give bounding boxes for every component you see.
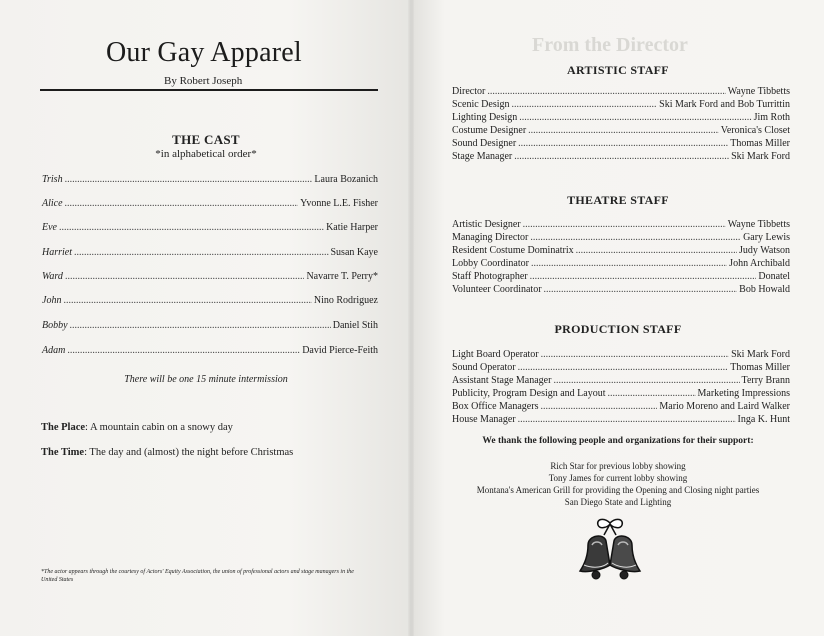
staff-row (452, 258, 790, 269)
staff-name: Ski Mark Ford (731, 349, 790, 360)
thanks-line: Tony James for current lobby showing (548, 473, 688, 483)
cast-actor: Katie Harper (326, 222, 378, 233)
staff-role: Stage Manager (452, 151, 513, 162)
staff-row (452, 219, 790, 230)
thanks-line: Rich Star for previous lobby showing (550, 461, 686, 471)
cast-row (42, 320, 378, 331)
leader-dots (65, 174, 313, 185)
staff-role: Volunteer Coordinator (452, 284, 542, 295)
staff-role: House Manager (452, 414, 516, 425)
place-label: The Place (41, 422, 86, 433)
staff-name: Thomas Miller (730, 362, 790, 373)
page-spine (408, 0, 414, 636)
staff-name: Judy Watson (739, 245, 790, 256)
cast-subheading: *in alphabetical order* (155, 148, 257, 160)
leader-dots (65, 198, 299, 209)
cast-role: Ward (42, 271, 63, 282)
leader-dots (519, 112, 751, 123)
leader-dots (523, 219, 726, 230)
staff-row (452, 138, 790, 149)
staff-row (452, 414, 790, 425)
staff-role: Artistic Designer (452, 219, 521, 230)
staff-role: Director (452, 86, 486, 97)
staff-name: John Archibald (729, 258, 790, 269)
staff-role: Sound Designer (452, 138, 517, 149)
leader-dots (514, 151, 729, 162)
cast-row (42, 174, 378, 185)
leader-dots (512, 99, 658, 110)
staff-name: Terry Brann (741, 375, 790, 386)
cast-row (42, 247, 378, 258)
cast-row (42, 271, 378, 282)
staff-name: Ski Mark Ford and Bob Turrittin (659, 99, 790, 110)
staff-row (452, 99, 790, 110)
staff-role: Resident Costume Dominatrix (452, 245, 574, 256)
staff-row (452, 284, 790, 295)
staff-name: Donatel (758, 271, 790, 282)
leader-dots (518, 414, 736, 425)
staff-row (452, 401, 790, 412)
leader-dots (528, 125, 719, 136)
cast-actor: Navarre T. Perry* (306, 271, 378, 282)
time-label: The Time (41, 447, 85, 458)
cast-actor: Susan Kaye (330, 247, 378, 258)
staff-row (452, 151, 790, 162)
staff-role: Staff Photographer (452, 271, 528, 282)
cast-role: John (42, 295, 62, 306)
staff-name: Inga K. Hunt (737, 414, 790, 425)
leader-dots (518, 362, 729, 373)
staff-role: Costume Designer (452, 125, 527, 136)
staff-name: Gary Lewis (743, 232, 790, 243)
leader-dots (518, 138, 728, 149)
leader-dots (65, 271, 305, 282)
staff-row (452, 232, 790, 243)
staff-name: Mario Moreno and Laird Walker (659, 401, 790, 412)
staff-row (452, 86, 790, 97)
staff-name: Ski Mark Ford (731, 151, 790, 162)
leader-dots (67, 345, 300, 356)
page-title: Our Gay Apparel (106, 37, 302, 68)
artistic-staff-heading: ARTISTIC STAFF (567, 63, 669, 77)
leader-dots (70, 320, 331, 331)
staff-role: Lighting Design (452, 112, 518, 123)
staff-role: Lobby Coordinator (452, 258, 529, 269)
intermission-note: There will be one 15 minute intermission (124, 374, 288, 385)
cast-row (42, 295, 378, 306)
cast-role: Eve (42, 222, 57, 233)
staff-role: Managing Director (452, 232, 529, 243)
leader-dots (553, 375, 739, 386)
staff-row (452, 271, 790, 282)
cast-row (42, 222, 378, 233)
cast-actor: David Pierce-Feith (302, 345, 378, 356)
staff-row (452, 112, 790, 123)
leader-dots (541, 349, 729, 360)
bleed-through-heading: From the Director (532, 34, 688, 56)
staff-name: Bob Howald (739, 284, 790, 295)
place-value: : A mountain cabin on a snowy day (85, 422, 233, 433)
time-value: : The day and (almost) the night before Christmas (84, 447, 294, 458)
cast-heading: THE CAST (172, 132, 240, 147)
staff-name: Marketing Impressions (697, 388, 790, 399)
cast-role: Alice (42, 198, 63, 209)
equity-footnote: *The actor appears through the courtesy of Actors' Equity Association, the union of professional actors and stage managers in the United States (41, 569, 354, 583)
leader-dots (530, 232, 741, 243)
leader-dots (74, 247, 329, 258)
theatre-staff-heading: THEATRE STAFF (567, 193, 669, 207)
cast-role: Harriet (42, 247, 72, 258)
cast-row (42, 345, 378, 356)
time-line (41, 447, 293, 458)
thanks-line: San Diego State and Lighting (564, 497, 672, 507)
cast-actor: Nino Rodriguez (313, 295, 378, 306)
staff-role: Assistant Stage Manager (452, 375, 552, 386)
cast-actor: Daniel Stih (332, 320, 378, 331)
staff-name: Wayne Tibbetts (727, 86, 790, 97)
cast-actor: Laura Bozanich (314, 174, 378, 185)
staff-row (452, 388, 790, 399)
staff-name: Veronica's Closet (720, 125, 790, 136)
leader-dots (608, 388, 696, 399)
leader-dots (487, 86, 725, 97)
staff-row (452, 349, 790, 360)
staff-row (452, 125, 790, 136)
author-byline: By Robert Joseph (164, 75, 243, 87)
christmas-bells-icon (574, 515, 646, 587)
leader-dots (530, 271, 757, 282)
staff-role: Scenic Design (452, 99, 510, 110)
leader-dots (63, 295, 311, 306)
staff-row (452, 245, 790, 256)
cast-role: Trish (42, 174, 63, 185)
title-rule (40, 89, 378, 91)
staff-name: Wayne Tibbetts (727, 219, 790, 230)
cast-role: Bobby (42, 320, 68, 331)
leader-dots (59, 222, 324, 233)
place-line (41, 422, 233, 433)
staff-name: Thomas Miller (730, 138, 790, 149)
staff-role: Publicity, Program Design and Layout (452, 388, 606, 399)
staff-name: Jim Roth (753, 112, 790, 123)
cast-role: Adam (42, 345, 66, 356)
leader-dots (531, 258, 727, 269)
cast-row (42, 198, 378, 209)
staff-role: Light Board Operator (452, 349, 539, 360)
production-staff-heading: PRODUCTION STAFF (554, 322, 682, 336)
staff-role: Sound Operator (452, 362, 516, 373)
leader-dots (576, 245, 737, 256)
cast-actor: Yvonne L.E. Fisher (300, 198, 378, 209)
staff-role: Box Office Managers (452, 401, 539, 412)
thanks-heading: We thank the following people and organizations for their support: (482, 436, 754, 446)
leader-dots (540, 401, 657, 412)
leader-dots (544, 284, 738, 295)
staff-row (452, 375, 790, 386)
staff-row (452, 362, 790, 373)
thanks-line: Montana's American Grill for providing the Opening and Closing night parties (476, 485, 760, 495)
